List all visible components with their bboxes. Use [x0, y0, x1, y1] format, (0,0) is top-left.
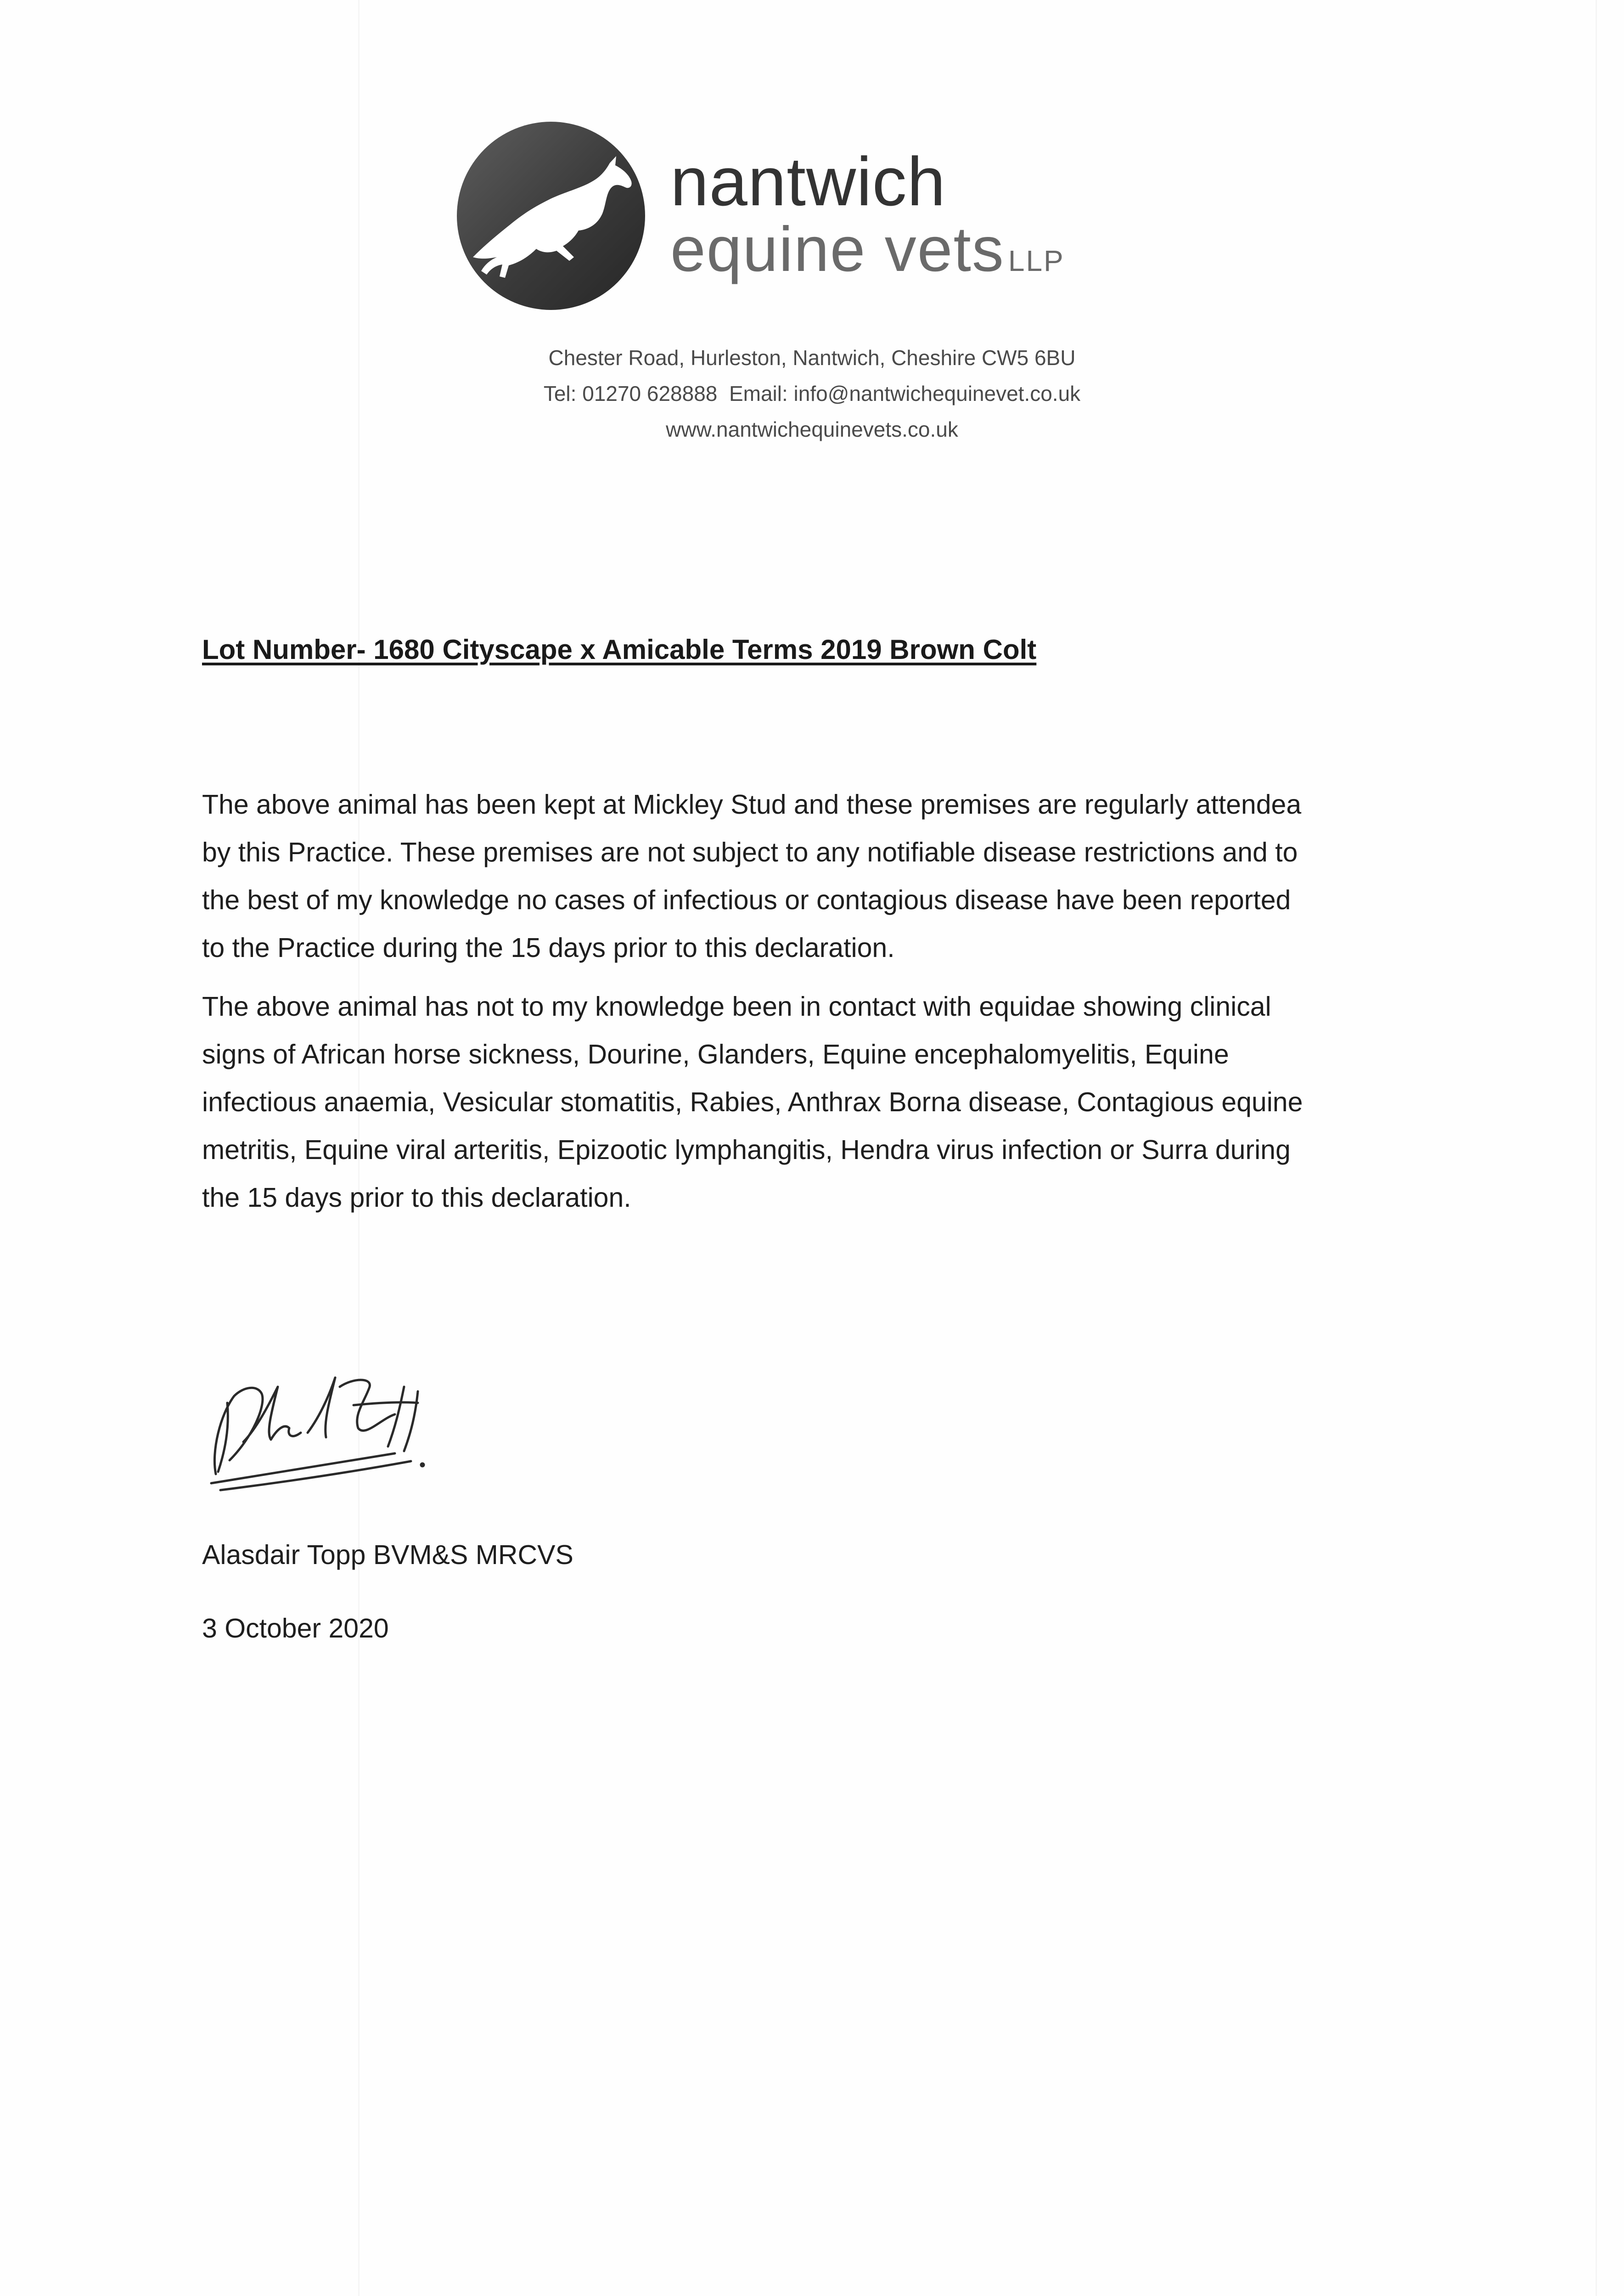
- paragraph-line: the best of my knowledge no cases of infectious or contagious disease have been reported: [202, 885, 1291, 915]
- declaration-paragraph-2: [202, 983, 1405, 1221]
- paragraph-line: to the Practice during the 15 days prior to this declaration.: [202, 933, 895, 963]
- declaration-date: 3 October 2020: [202, 1613, 389, 1643]
- address-line: Chester Road, Hurleston, Nantwich, Cheshire CW5 6BU: [548, 346, 1076, 370]
- signer-name: Alasdair Topp BVM&S MRCVS: [202, 1540, 573, 1570]
- declaration-paragraph-1: [202, 781, 1405, 972]
- paragraph-line: The above animal has been kept at Mickley Stud and these premises are regularly attendea: [202, 789, 1302, 820]
- paragraph-line: the 15 days prior to this declaration.: [202, 1182, 631, 1213]
- website-line: www.nantwichequinevets.co.uk: [666, 417, 958, 441]
- company-suffix: LLP: [1008, 244, 1065, 277]
- company-name: nantwich: [670, 143, 946, 220]
- handwritten-signature: [202, 1359, 505, 1497]
- company-logo: [455, 119, 1116, 312]
- paragraph-line: infectious anaemia, Vesicular stomatitis, Rabies, Anthrax Borna disease, Contagious equine: [202, 1087, 1303, 1117]
- paragraph-line: by this Practice. These premises are not subject to any notifiable disease restrictions and to: [202, 837, 1298, 867]
- paragraph-line: signs of African horse sickness, Dourine, Glanders, Equine encephalomyelitis, Equine: [202, 1039, 1229, 1069]
- company-sub-text: equine vets: [670, 214, 1005, 285]
- paragraph-line: The above animal has not to my knowledge been in contact with equidae showing clinical: [202, 991, 1271, 1022]
- company-subtitle: [670, 215, 1065, 295]
- lot-heading: Lot Number- 1680 Cityscape x Amicable Terms 2019 Brown Colt: [202, 634, 1037, 665]
- contact-line: Tel: 01270 628888 Email: info@nantwichequinevet.co.uk: [543, 382, 1081, 405]
- jumping-horse-circle-icon: [455, 119, 647, 312]
- paragraph-line: metritis, Equine viral arteritis, Epizootic lymphangitis, Hendra virus infection or Surra during: [202, 1135, 1291, 1165]
- letterhead-address: [0, 340, 1624, 447]
